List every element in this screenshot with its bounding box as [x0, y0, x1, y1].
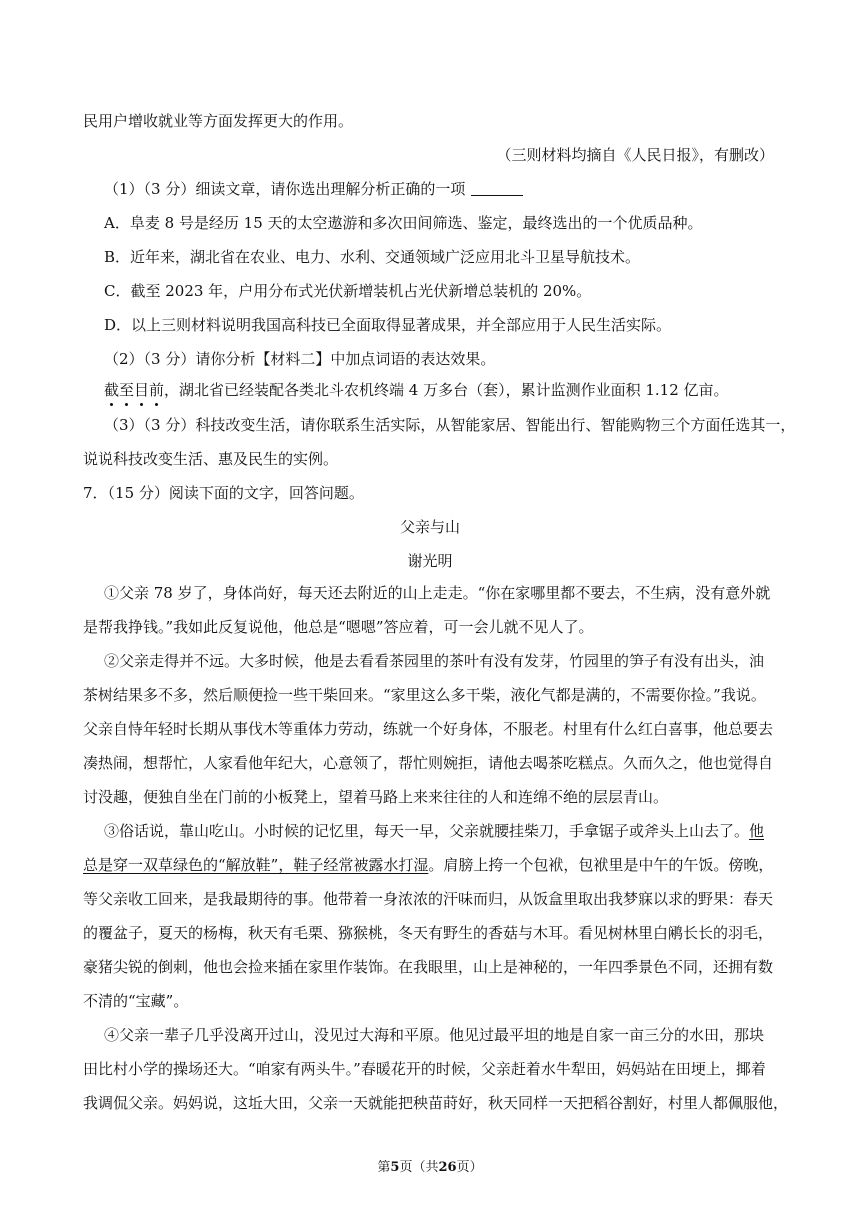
paragraph-3-cont: 的覆盆子，夏天的杨梅，秋天有毛栗、猕猴桃，冬天有野生的香菇与木耳。看见树林里白鹇长长的羽毛，	[83, 924, 774, 942]
paragraph-2-cont: 讨没趣，便独自坐在门前的小板凳上，望着马路上来来往往的人和连绵不绝的层层青山。	[83, 788, 669, 806]
paragraph-3-cont: 豪猪尖锐的倒刺，他也会捡来插在家里作装饰。在我眼里，山上是神秘的，一年四季景色不同，还拥有数	[83, 958, 774, 976]
text-line: 民用户增收就业等方面发挥更大的作用。	[83, 112, 354, 130]
paragraph-2: ②父亲走得并不远。大多时候，他是去看看茶园里的茶叶有没有发芽，竹园里的笋子有没有出头，油	[104, 652, 765, 670]
footer-prefix: 第	[377, 1160, 391, 1175]
article-title: 父亲与山	[399, 518, 460, 536]
paragraph-2-cont: 茶树结果多不多，然后顺便捡一些干柴回来。“家里这么多干柴，液化气都是满的，不需要你捡。”我说。	[83, 686, 766, 704]
option-c: C．截至 2023 年，户用分布式光伏新增装机占光伏新增总装机的 20%。	[104, 282, 592, 300]
paragraph-3-cont: 等父亲收工回来，是我最期待的事。他带着一身浓浓的汗味而归，从饭盒里取出我梦寐以求的野果：春天	[83, 890, 774, 908]
emphasis-dot	[125, 403, 128, 406]
article-author: 谢光明	[407, 552, 453, 570]
dotted-words	[104, 381, 164, 399]
source-note: （三则材料均摘自《人民日报》，有删改）	[496, 146, 774, 164]
paragraph-2-cont: 凑热闹，想帮忙，人家看他年纪大，心意领了，帮忙则婉拒，请他去喝茶吃糕点。久而久之，他也觉得自	[83, 754, 774, 772]
option-b: B．近年来，湖北省在农业、电力、水利、交通领域广泛应用北斗卫星导航技术。	[104, 248, 641, 266]
dotted-words-text: 截至目前	[104, 381, 165, 399]
paragraph-3-text: 。肩膀上挎一个包袱，包袱里是中午的午饭。傍晚，	[428, 856, 774, 874]
emphasis-dot	[140, 403, 143, 406]
emphasis-dot	[155, 403, 158, 406]
question-2: （2）（3 分）请你分析【材料二】中加点词语的表达效果。	[104, 350, 496, 368]
paragraph-1-cont: 是帮我挣钱。”我如此反复说他，他总是“嗯嗯”答应着，可一会儿就不见人了。	[83, 618, 594, 636]
option-d: D．以上三则材料说明我国高科技已全面取得显著成果，并全部应用于人民生活实际。	[104, 316, 672, 334]
paragraph-3-cont	[83, 855, 779, 875]
emphasis-dot	[110, 403, 113, 406]
option-a: A．阜麦 8 号是经历 15 天的太空遨游和多次田间筛选、鉴定，最终选出的一个优质品种。	[104, 214, 703, 232]
question-2-quote	[104, 380, 800, 400]
page-footer	[0, 1156, 860, 1175]
page-number: 5	[390, 1160, 400, 1175]
paragraph-1: ①父亲 78 岁了，身体尚好，每天还去附近的山上走走。“你在家哪里都不要去，不生病，没有意外就	[104, 584, 771, 602]
paragraph-3	[104, 821, 800, 841]
footer-mid: 页（共	[399, 1160, 439, 1175]
question-7: 7．（15 分）阅读下面的文字，回答问题。	[83, 484, 364, 502]
paragraph-2-cont: 父亲自恃年轻时长期从事伐木等重体力劳动，练就一个好身体，不服老。村里有什么红白喜事，他总要去	[83, 720, 774, 738]
underlined-sentence: 他	[749, 822, 765, 840]
question-3-cont: 说说科技改变生活、惠及民生的实例。	[83, 450, 339, 468]
total-pages: 26	[438, 1160, 457, 1175]
paragraph-4-cont: 我调侃父亲。妈妈说，这坵大田，父亲一天就能把秧苗莳好，秋天同样一天把稻谷割好，村里人都佩服他，	[83, 1094, 789, 1112]
question-1	[104, 179, 800, 199]
question-1-text: （1）（3 分）细读文章，请你选出理解分析正确的一项	[104, 180, 466, 198]
paragraph-4-cont: 田比村小学的操场还大。“咱家有两头牛。”春暖花开的时候，父亲赶着水牛犁田，妈妈站在田埂上，揶着	[83, 1060, 766, 1078]
question-3: （3）（3 分）科技改变生活，请你联系生活实际，从智能家居、智能出行、智能购物三个方面任选其一，	[104, 416, 796, 434]
answer-blank	[471, 181, 523, 196]
footer-suffix: 页）	[456, 1160, 483, 1175]
quote-rest: ，湖北省已经装配各类北斗农机终端 4 万多台（套），累计监测作业面积 1.12 亿亩。	[164, 381, 729, 399]
paragraph-3-text: ③俗话说，靠山吃山。小时候的记忆里，每天一早，父亲就腰挂柴刀，手拿锯子或斧头上山去了。	[104, 822, 750, 840]
underlined-sentence: 总是穿一双草绿色的“解放鞋”，鞋子经常被露水打湿	[83, 856, 429, 874]
paragraph-4: ④父亲一辈子几乎没离开过山，没见过大海和平原。他见过最平坦的地是自家一亩三分的水田，那块	[104, 1026, 765, 1044]
paragraph-3-cont: 不清的“宝藏”。	[83, 992, 189, 1010]
